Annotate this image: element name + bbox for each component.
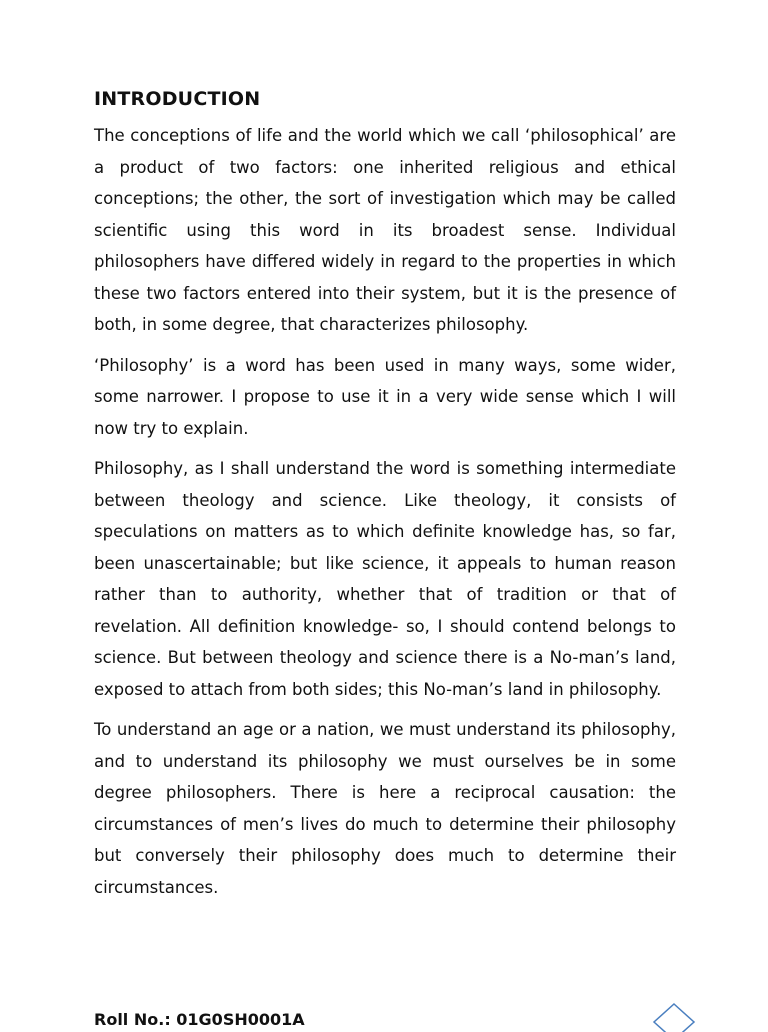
paragraph-4: To understand an age or a nation, we must understand its philosophy, and to understand its philosophy we must ourselves be in some degree philosophers. There is here a reciprocal causation: the circumstances of men’s lives do much to determine their philosophy but conversely their philosophy does much to determine their circumstances. (94, 720, 676, 897)
section-heading: INTRODUCTION (94, 88, 261, 110)
document-page (94, 88, 676, 912)
roll-number: Roll No.: 01G0SH0001A (94, 1010, 305, 1029)
diamond-outline-icon (652, 1002, 696, 1032)
paragraph-3: Philosophy, as I shall understand the word is something intermediate between theology and science. Like theology, it consists of speculations on matters as to which definite knowledge has, so far, been unascertainable; but like science, it appeals to human reason rather than to authority, whether that of tradition or that of revelation. All definition knowledge- so, I should contend belongs to science. But between theology and science there is a No-man’s land, exposed to attach from both sides; this No-man’s land in philosophy. (94, 459, 676, 699)
paragraph-1: The conceptions of life and the world which we call ‘philosophical’ are a product of two factors: one inherited religious and ethical conceptions; the other, the sort of investigation which may be called scientific using this word in its broadest sense. Individual philosophers have differed widely in regard to the properties in which these two factors entered into their system, but it is the presence of both, in some degree, that characterizes philosophy. (94, 126, 676, 334)
paragraph-2: ‘Philosophy’ is a word has been used in many ways, some wider, some narrower. I propose to use it in a very wide sense which I will now try to explain. (94, 355, 676, 438)
